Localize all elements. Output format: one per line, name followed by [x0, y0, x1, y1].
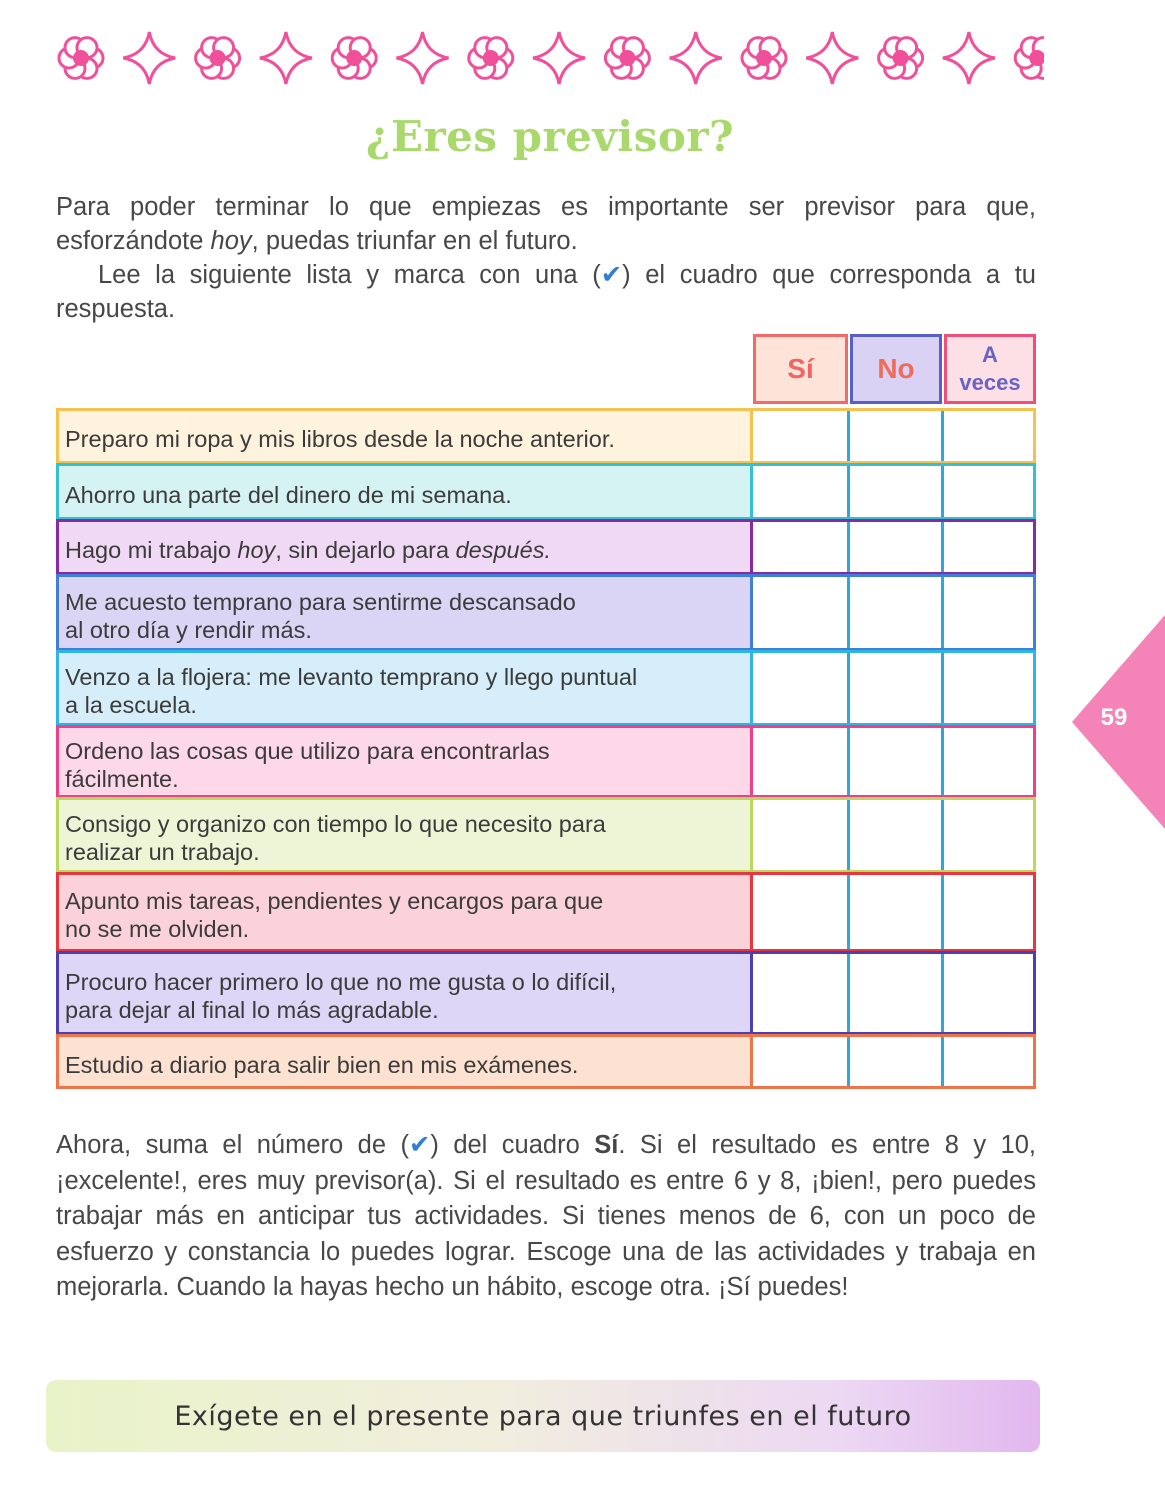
flower-icon — [469, 38, 513, 79]
statement-line: no se me olviden. — [65, 916, 250, 942]
checkbox-no[interactable] — [850, 522, 944, 572]
checkbox-no[interactable] — [850, 728, 944, 795]
checkbox-si[interactable] — [753, 522, 850, 572]
row-statement — [59, 522, 753, 572]
row-statement — [59, 728, 753, 795]
statement-line: al otro día y rendir más. — [65, 616, 312, 643]
table-row — [56, 408, 1036, 464]
star-icon — [806, 32, 858, 84]
checkmark-icon: ✔ — [600, 261, 623, 289]
table-row — [56, 725, 1036, 798]
header-a-veces-line1: A — [982, 342, 998, 367]
intro-p2-b: ) el cuadro que corresponda a tu respuesta. — [56, 261, 1036, 323]
statement-line: Ordeno las cosas que utilizo para encontrarlas — [65, 737, 550, 764]
row-statement — [59, 875, 753, 949]
checkbox-no[interactable] — [850, 875, 944, 949]
header-si: Sí — [753, 334, 848, 404]
checkbox-a-veces[interactable] — [944, 875, 1033, 949]
statement-italic: hoy — [237, 537, 276, 563]
flower-icon — [1015, 38, 1044, 79]
star-icon — [670, 32, 722, 84]
statement-line: realizar un trabajo. — [65, 839, 260, 865]
intro-text — [56, 190, 1036, 326]
flower-star-border — [54, 28, 1044, 88]
statement-line: Consigo y organizo con tiempo lo que necesito para — [65, 811, 606, 837]
flower-icon — [196, 38, 240, 79]
header-no: No — [850, 334, 942, 404]
row-statement — [59, 466, 753, 517]
row-statement — [59, 800, 753, 870]
table-row — [56, 872, 1036, 952]
checkbox-si[interactable] — [753, 466, 850, 517]
table-row — [56, 797, 1036, 873]
flower-icon — [605, 38, 649, 79]
statement-line: Venzo a la flojera: me levanto temprano y llego puntual — [65, 664, 638, 690]
statement-line: Me acuesto temprano para sentirme descansado — [65, 588, 576, 615]
table-row — [56, 519, 1036, 575]
intro-p1-b: , puedas triunfar en el futuro. — [251, 227, 578, 255]
checkbox-no[interactable] — [850, 653, 944, 723]
checkbox-a-veces[interactable] — [944, 800, 1033, 870]
checkbox-si[interactable] — [753, 875, 850, 949]
flower-icon — [59, 38, 103, 79]
table-row — [56, 463, 1036, 520]
star-icon — [533, 32, 585, 84]
row-statement — [59, 411, 753, 461]
flower-icon — [742, 38, 786, 79]
checkbox-si[interactable] — [753, 411, 850, 461]
intro-p1-a: Para poder terminar lo que empiezas es importante ser previsor para que, esforzándote — [56, 193, 1036, 255]
statement-italic: después. — [455, 537, 551, 563]
statement-text: , sin dejarlo para — [275, 537, 456, 563]
conclusion-a: Ahora, suma el número de ( — [56, 1131, 409, 1159]
checkbox-a-veces[interactable] — [944, 577, 1033, 648]
checkmark-icon: ✔ — [408, 1131, 431, 1159]
statement-line: a la escuela. — [65, 692, 197, 718]
checkbox-si[interactable] — [753, 728, 850, 795]
statement-text: Hago mi trabajo — [65, 537, 238, 563]
row-statement — [59, 954, 753, 1032]
checkbox-si[interactable] — [753, 800, 850, 870]
row-statement — [59, 1037, 753, 1086]
header-a-veces-line2: veces — [959, 370, 1021, 395]
statement-line: Procuro hacer primero lo que no me gusta o lo difícil, — [65, 969, 617, 995]
table-row — [56, 951, 1036, 1035]
checkbox-a-veces[interactable] — [944, 728, 1033, 795]
checkbox-no[interactable] — [850, 466, 944, 517]
checkbox-a-veces[interactable] — [944, 411, 1033, 461]
table-row — [56, 650, 1036, 726]
star-icon — [397, 32, 449, 84]
statement-line: Preparo mi ropa y mis libros desde la noche anterior. — [65, 426, 615, 452]
statement-line: Ahorro una parte del dinero de mi semana. — [65, 481, 512, 508]
star-icon — [260, 32, 312, 84]
checkbox-a-veces[interactable] — [944, 522, 1033, 572]
flower-icon — [332, 38, 376, 79]
checkbox-a-veces[interactable] — [944, 466, 1033, 517]
conclusion-text — [56, 1128, 1036, 1306]
conclusion-b: ) del cuadro — [430, 1131, 595, 1159]
checkbox-si[interactable] — [753, 653, 850, 723]
checkbox-no[interactable] — [850, 954, 944, 1032]
intro-p1-italic: hoy — [210, 227, 252, 255]
checkbox-no[interactable] — [850, 577, 944, 648]
table-row — [56, 574, 1036, 651]
statement-line: fácilmente. — [65, 765, 179, 792]
checkbox-no[interactable] — [850, 411, 944, 461]
table-row — [56, 1034, 1036, 1089]
checkbox-a-veces[interactable] — [944, 1037, 1033, 1086]
conclusion-rest: . Si el resultado es entre 8 y 10, ¡excelente!, eres muy previsor(a). Si el resultado es entre 6 y 8, ¡bien!, pero puedes trabajar más en anticipar tus actividades. Si tienes menos de 6, con un poco de esfuerzo y constancia lo puedes lograr. Escoge una de las actividades y trabaja en mejorarla. Cuando la hayas hecho un hábito, escoge otra. ¡Sí puedes! — [56, 1131, 1037, 1301]
flower-icon — [879, 38, 923, 79]
row-statement — [59, 653, 753, 723]
conclusion-bold: Sí — [594, 1131, 619, 1159]
statement-line: para dejar al final lo más agradable. — [65, 997, 439, 1023]
checkbox-no[interactable] — [850, 1037, 944, 1086]
page-title: ¿Eres previsor? — [365, 112, 735, 161]
checkbox-a-veces[interactable] — [944, 954, 1033, 1032]
intro-p2-a: Lee la siguiente lista y marca con una ( — [98, 261, 601, 289]
checkbox-no[interactable] — [850, 800, 944, 870]
statement-line: Estudio a diario para salir bien en mis exámenes. — [65, 1051, 579, 1078]
checkbox-si[interactable] — [753, 1037, 850, 1086]
page-number: 59 — [1100, 704, 1128, 731]
checkbox-si[interactable] — [753, 954, 850, 1032]
header-a-veces — [944, 334, 1036, 404]
star-icon — [943, 32, 995, 84]
statement-line — [65, 536, 551, 564]
motto-banner: Exígete en el presente para que triunfes en el futuro — [46, 1380, 1040, 1452]
checkbox-a-veces[interactable] — [944, 653, 1033, 723]
statement-line: Apunto mis tareas, pendientes y encargos para que — [65, 888, 604, 914]
checkbox-si[interactable] — [753, 577, 850, 648]
star-icon — [123, 32, 175, 84]
row-statement — [59, 577, 753, 648]
